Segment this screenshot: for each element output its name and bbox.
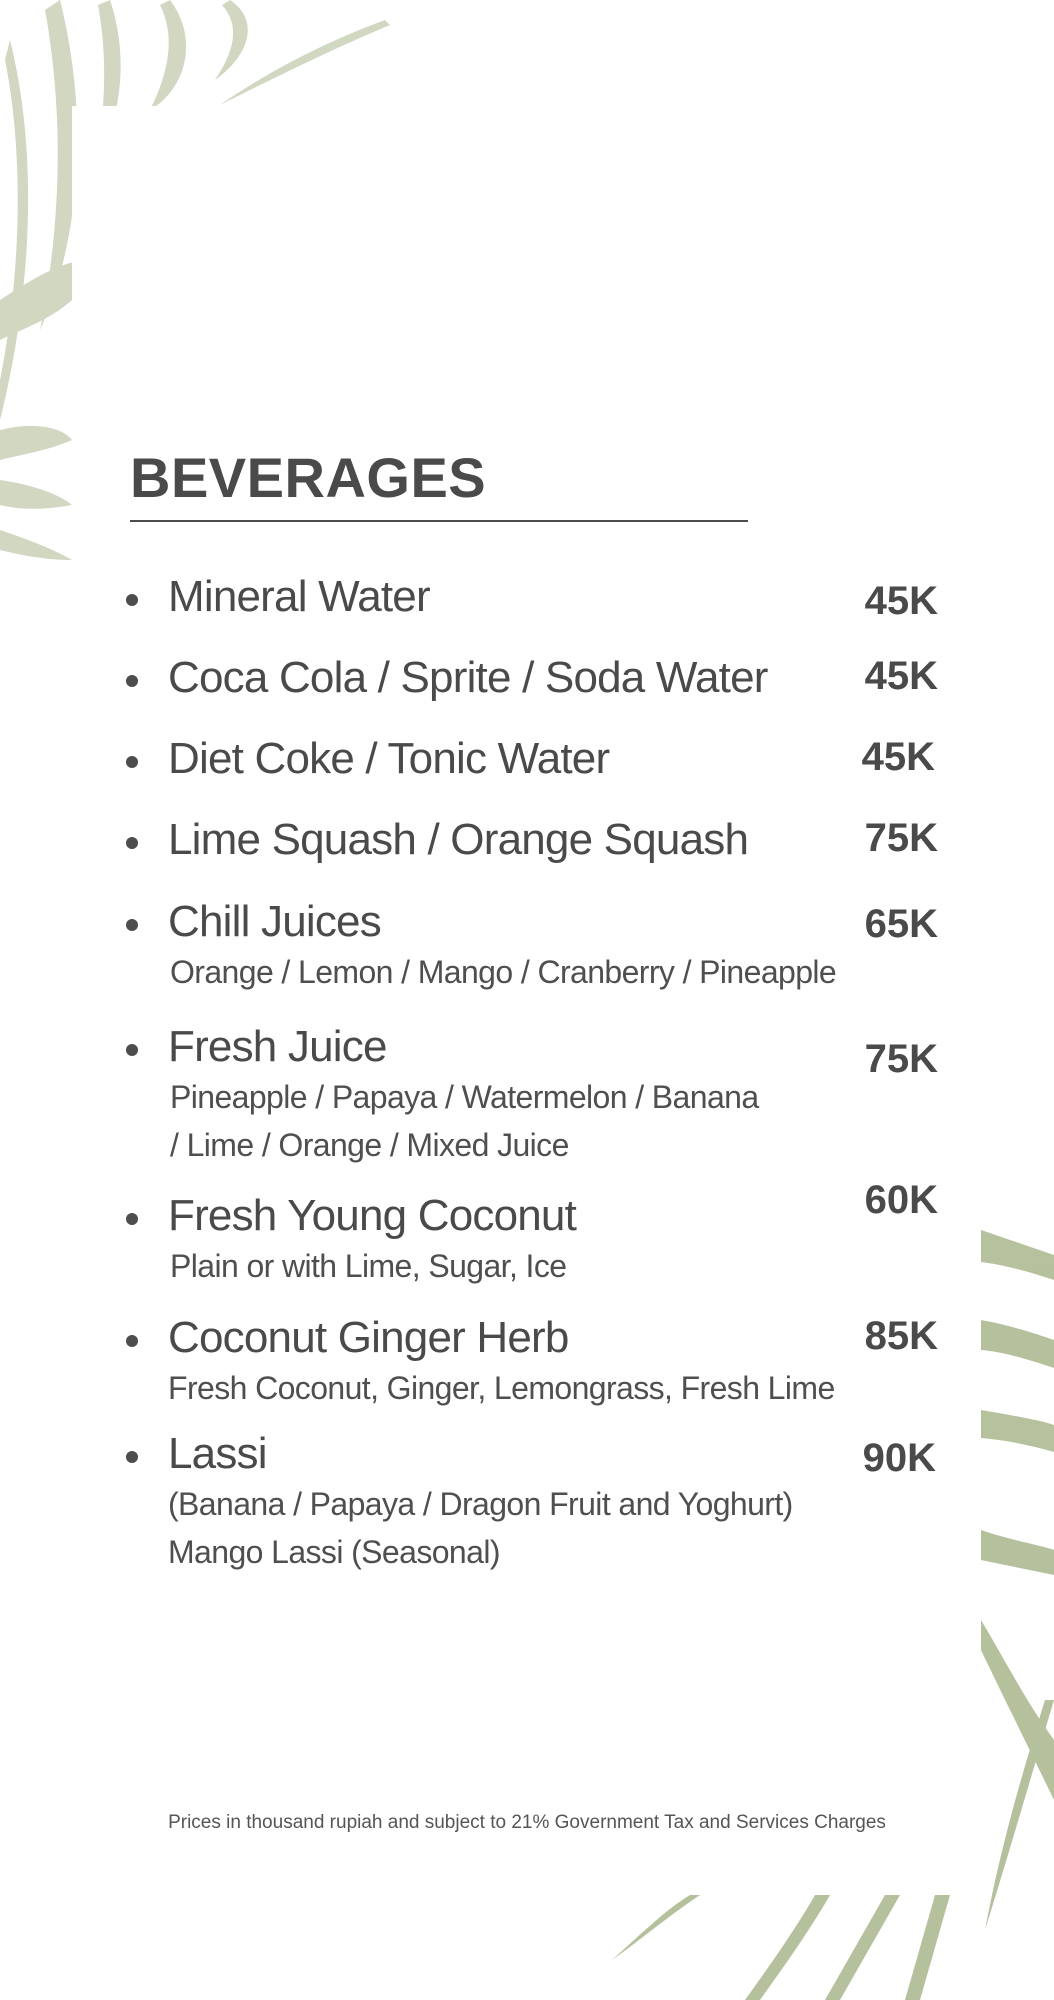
item-description: Fresh Coconut, Ginger, Lemongrass, Fresh Lime [168,1370,835,1406]
item-price: 60K [864,1178,938,1222]
item-price: 90K [862,1436,936,1480]
item-price: 75K [864,1037,938,1081]
item-name: Lime Squash / Orange Squash [168,815,749,864]
item-description: Orange / Lemon / Mango / Cranberry / Pineapple [170,954,837,990]
bullet-icon [126,1335,138,1347]
item-description: / Lime / Orange / Mixed Juice [170,1127,569,1163]
title-underline [130,520,748,522]
item-name: Chill Juices [168,897,381,946]
item-description: Plain or with Lime, Sugar, Ice [170,1248,567,1284]
tax-footnote: Prices in thousand rupiah and subject to 21% Government Tax and Services Charges [168,1812,886,1833]
bullet-icon [126,675,138,687]
item-price: 45K [864,579,938,623]
item-description: Pineapple / Papaya / Watermelon / Banana [170,1079,759,1115]
item-name: Coca Cola / Sprite / Soda Water [168,653,768,702]
item-name: Fresh Young Coconut [168,1191,576,1240]
item-name: Diet Coke / Tonic Water [168,734,610,783]
bullet-icon [126,919,138,931]
bullet-icon [126,756,138,768]
bullet-icon [126,594,138,606]
item-description: (Banana / Papaya / Dragon Fruit and Yoghurt) [168,1486,793,1522]
item-name: Fresh Juice [168,1022,387,1071]
item-price: 85K [864,1314,938,1358]
bullet-icon [126,837,138,849]
item-name: Lassi [168,1429,267,1478]
item-description: Mango Lassi (Seasonal) [168,1534,500,1570]
bullet-icon [126,1213,138,1225]
item-name: Mineral Water [168,572,430,621]
item-price: 45K [864,654,938,698]
menu-title: BEVERAGES [130,446,487,509]
item-price: 45K [861,735,935,779]
bullet-icon [126,1451,138,1463]
item-price: 75K [864,816,938,860]
item-price: 65K [864,902,938,946]
bullet-icon [126,1044,138,1056]
item-name: Coconut Ginger Herb [168,1313,569,1362]
